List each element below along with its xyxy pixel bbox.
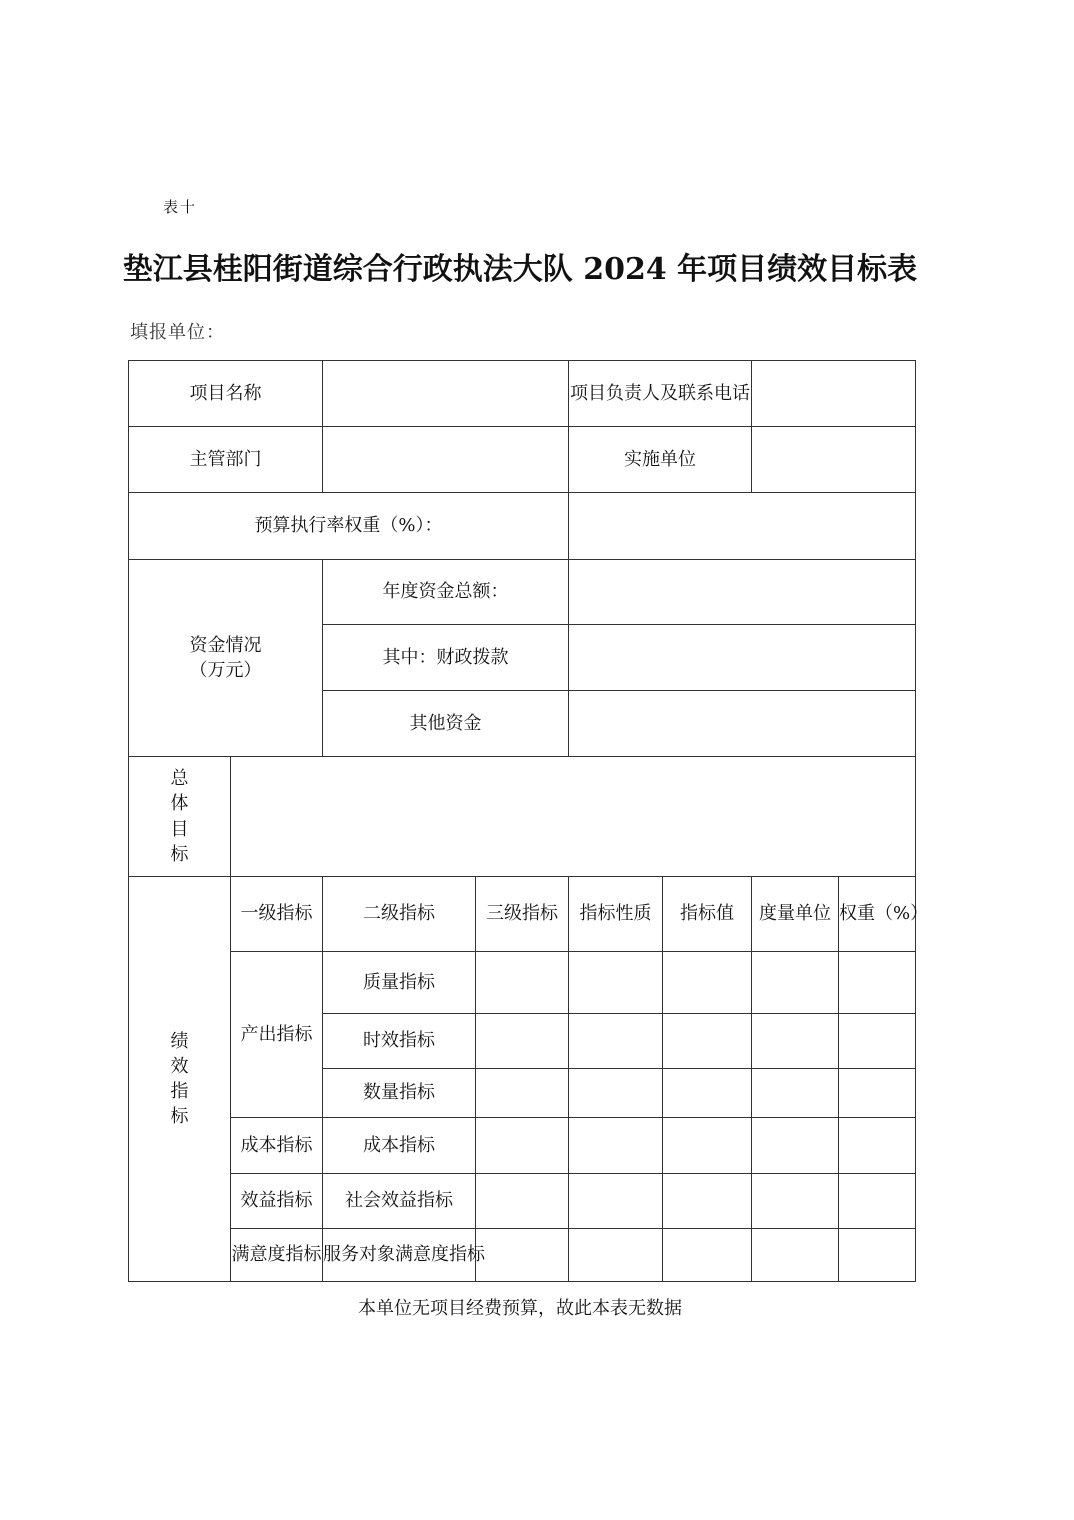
cell[interactable] (663, 1174, 752, 1229)
quality-indicator-label: 质量指标 (323, 952, 476, 1014)
header-value: 指标值 (663, 877, 752, 952)
header-level1: 一级指标 (231, 877, 323, 952)
cell[interactable] (476, 1069, 569, 1118)
contact-label: 项目负责人及联系电话 (569, 361, 752, 427)
perf-char: 效 (170, 1055, 189, 1077)
footnote: 本单位无项目经费预算，故此本表无数据 (358, 1298, 682, 1319)
cell[interactable] (569, 1229, 663, 1282)
cell[interactable] (752, 952, 839, 1014)
cost-indicator-l2: 成本指标 (323, 1118, 476, 1174)
perf-char: 指 (170, 1081, 189, 1102)
contact-value[interactable] (752, 361, 916, 427)
funds-unit: （万元） (189, 660, 262, 681)
cell[interactable] (476, 1229, 569, 1282)
performance-target-table (128, 360, 929, 1282)
cell[interactable] (569, 1118, 663, 1174)
cell[interactable] (476, 1014, 569, 1069)
dept-label: 主管部门 (129, 427, 323, 493)
fiscal-label: 其中：财政拨款 (323, 625, 569, 691)
perf-char: 绩 (170, 1030, 189, 1052)
overall-goal-char: 目 (170, 818, 189, 840)
impl-unit-value[interactable] (752, 427, 916, 493)
output-indicator-label: 产出指标 (231, 952, 323, 1118)
table-number: 表十 (163, 198, 198, 216)
project-name-value[interactable] (323, 361, 569, 427)
funds-title: 资金情况 (189, 634, 262, 656)
impl-unit-label: 实施单位 (569, 427, 752, 493)
cell[interactable] (839, 952, 916, 1014)
cell[interactable] (752, 1069, 839, 1118)
cell[interactable] (663, 1229, 752, 1282)
annual-total-value[interactable] (569, 560, 916, 625)
cell[interactable] (752, 1229, 839, 1282)
header-level2: 二级指标 (323, 877, 476, 952)
overall-goal-char: 总 (170, 768, 189, 790)
other-funds-value[interactable] (569, 691, 916, 757)
perf-char: 标 (170, 1106, 189, 1128)
overall-goal-value[interactable] (231, 757, 916, 877)
cell[interactable] (569, 1174, 663, 1229)
satisfaction-indicator-l1: 满意度指标 (231, 1229, 323, 1282)
budget-weight-value[interactable] (569, 493, 916, 560)
cell[interactable] (663, 952, 752, 1014)
cell[interactable] (476, 1118, 569, 1174)
cell[interactable] (752, 1174, 839, 1229)
header-level3: 三级指标 (476, 877, 569, 952)
cell[interactable] (569, 952, 663, 1014)
cell[interactable] (476, 952, 569, 1014)
overall-goal-char: 体 (170, 793, 189, 815)
cell[interactable] (752, 1118, 839, 1174)
benefit-indicator-l1: 效益指标 (231, 1174, 323, 1229)
social-benefit-indicator: 社会效益指标 (323, 1174, 476, 1229)
performance-indicators-label (129, 877, 231, 1282)
cell[interactable] (752, 1014, 839, 1069)
budget-weight-label: 预算执行率权重（%）： (129, 493, 569, 560)
cell[interactable] (839, 1118, 916, 1174)
other-funds-label: 其他资金 (323, 691, 569, 757)
project-name-label: 项目名称 (129, 361, 323, 427)
cost-indicator-l1: 成本指标 (231, 1118, 323, 1174)
cell[interactable] (663, 1014, 752, 1069)
header-nature: 指标性质 (569, 877, 663, 952)
overall-goal-label (129, 757, 231, 877)
fill-unit-label: 填报单位： (130, 322, 225, 343)
overall-goal-char: 标 (170, 843, 189, 865)
annual-total-label: 年度资金总额： (323, 560, 569, 625)
cell[interactable] (839, 1014, 916, 1069)
cell[interactable] (476, 1174, 569, 1229)
dept-value[interactable] (323, 427, 569, 493)
quantity-indicator-label: 数量指标 (323, 1069, 476, 1118)
cell[interactable] (663, 1118, 752, 1174)
cell[interactable] (839, 1174, 916, 1229)
page-title: 垫江县桂阳街道综合行政执法大队 2024 年项目绩效目标表 (122, 252, 918, 287)
funds-label (129, 560, 323, 757)
satisfaction-indicator-l2: 服务对象满意度指标 (323, 1229, 476, 1282)
fiscal-value[interactable] (569, 625, 916, 691)
timeliness-indicator-label: 时效指标 (323, 1014, 476, 1069)
cell[interactable] (839, 1229, 916, 1282)
cell[interactable] (663, 1069, 752, 1118)
cell[interactable] (569, 1014, 663, 1069)
header-unit: 度量单位 (752, 877, 839, 952)
header-weight: 权重（%） (839, 877, 916, 952)
cell[interactable] (569, 1069, 663, 1118)
cell[interactable] (839, 1069, 916, 1118)
